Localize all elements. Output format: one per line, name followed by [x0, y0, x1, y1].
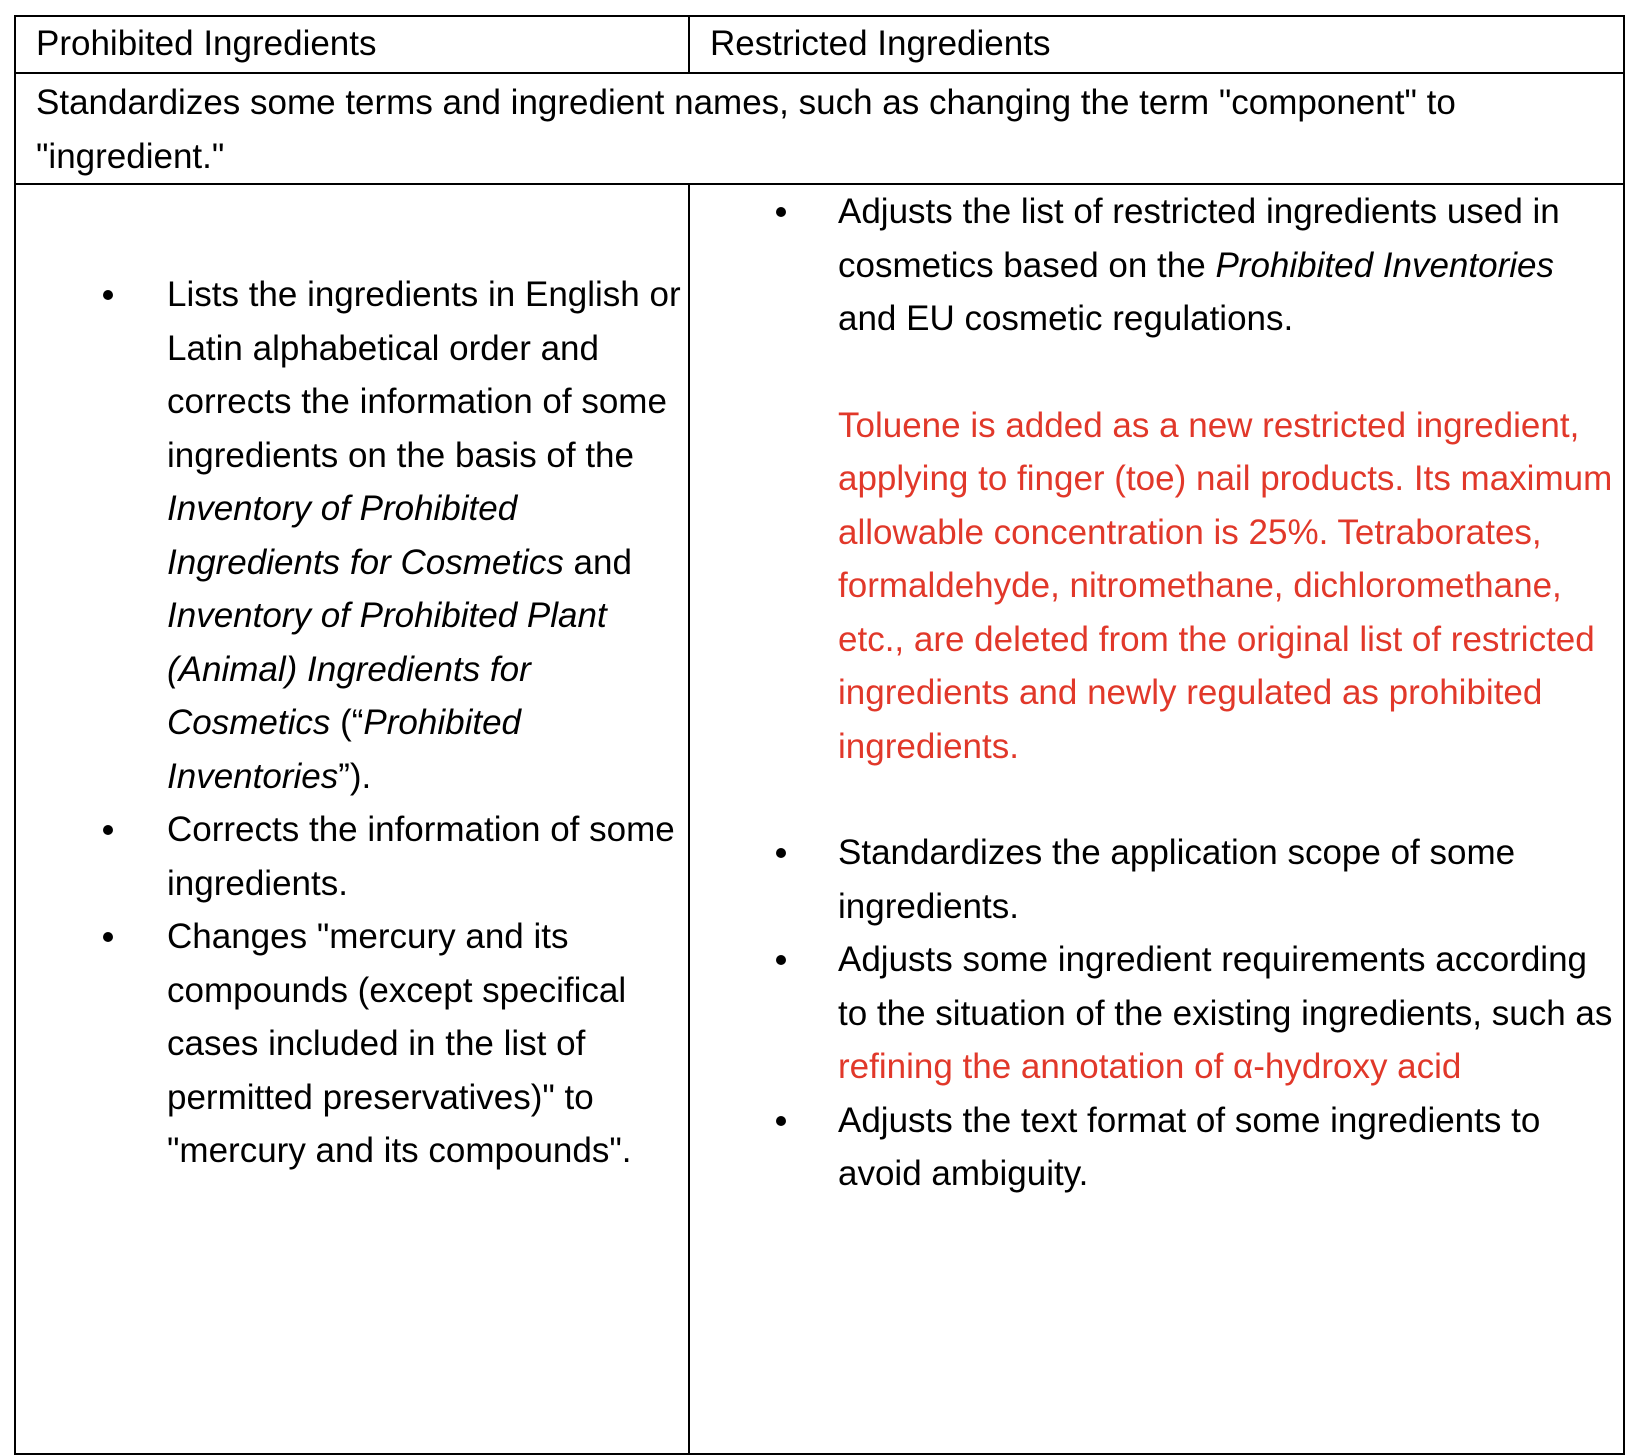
restricted-item-3 — [690, 933, 1615, 1094]
text: ”). — [338, 756, 372, 796]
text: Lists the ingredients in English or Latin alphabetical order and corrects the information of some ingredients on the basis of the — [167, 275, 681, 475]
restricted-item-2: Standardizes the application scope of some ingredients. — [690, 826, 1615, 933]
text: and — [563, 542, 632, 582]
prohibited-item-1 — [16, 268, 682, 803]
inventory-title: Inventory of Prohibited Plant (Animal) Ingredients for Cosmetics — [167, 596, 607, 742]
prohibited-item-3: Changes "mercury and its compounds (except specifical cases included in the list of permitted preservatives)" to "mercury and its compounds". — [16, 910, 682, 1178]
text: (“ — [330, 703, 364, 742]
prohibited-list — [16, 268, 682, 1178]
highlighted-text: refining the annotation of α-hydroxy acid — [838, 1047, 1462, 1086]
text: Adjusts the list of restricted ingredients used in cosmetics based on the — [838, 192, 1560, 285]
toluene-note: Toluene is added as a new restricted ingredient, applying to finger (toe) nail products. Its maximum allowable concentration is 25%. Tetraborates, formaldehyde, nitromethane, dichloromethane, etc., are deleted from the original list of restricted ingredients and newly regulated as prohibited ingredients. — [838, 405, 1613, 766]
text: Adjusts some ingredient requirements according to the situation of the existing ingredients, such as — [838, 940, 1613, 1033]
summary-row — [15, 73, 1624, 184]
inventory-title: Inventory of Prohibited Ingredients for Cosmetics — [167, 489, 564, 582]
restricted-list — [690, 185, 1615, 1201]
regulation-comparison-table — [14, 15, 1625, 1455]
text: and EU cosmetic regulations. — [838, 299, 1294, 338]
prohibited-item-2: Corrects the information of some ingredients. — [16, 803, 682, 910]
inventory-short-title: Prohibited Inventories — [1215, 245, 1554, 285]
prohibited-cell — [15, 184, 689, 1454]
restricted-item-1 — [690, 185, 1615, 773]
header-restricted: Restricted Ingredients — [689, 16, 1624, 73]
restricted-cell — [689, 184, 1624, 1454]
details-row — [15, 184, 1624, 1454]
summary-text: Standardizes some terms and ingredient names, such as changing the term "component" to "ingredient." — [15, 73, 1624, 184]
inventory-short-title: Prohibited Inventories — [167, 703, 522, 796]
restricted-item-4: Adjusts the text format of some ingredients to avoid ambiguity. — [690, 1094, 1615, 1201]
header-prohibited: Prohibited Ingredients — [15, 16, 689, 73]
header-row — [15, 16, 1624, 73]
